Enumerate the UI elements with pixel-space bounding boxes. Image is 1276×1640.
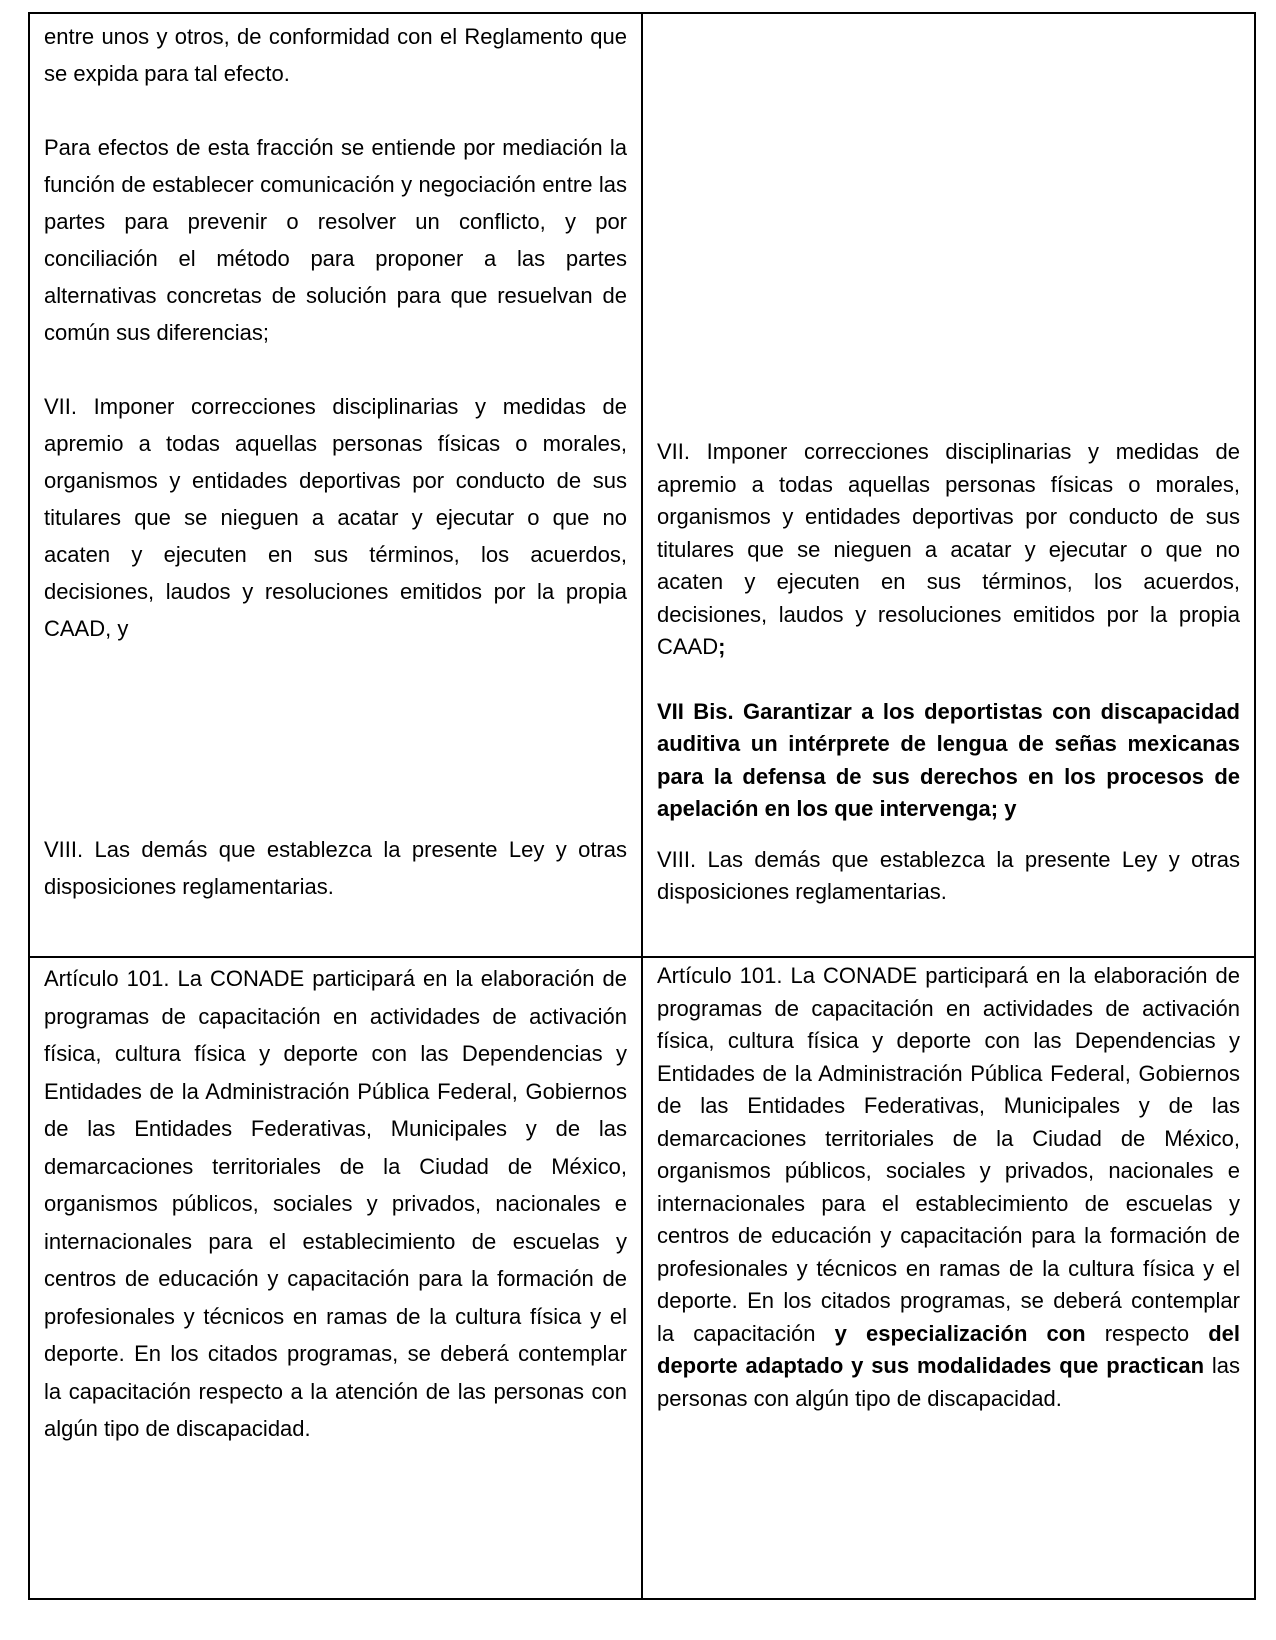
table-row [29,957,1255,1599]
current-text-cell [29,13,642,957]
fraction-viii: VIII. Las demás que establezca la presente Ley y otras disposiciones reglamentarias. [44,837,627,899]
article-101-bold-addition: del deporte adaptado y sus modalidades que practican [657,1320,1240,1378]
table-row [29,13,1255,957]
fraction-vii-end: ; [718,634,726,659]
fraction-vii-bis-text: VII Bis. Garantizar a los deportistas con discapacidad auditiva un intérprete de lengua de señas mexicanas para la defensa de sus derechos en los procesos de apelación en los que intervenga; y [657,698,1240,821]
fraction-vii-bis [657,696,1240,826]
fraction-vii: VII. Imponer correcciones disciplinarias y medidas de apremio a todas aquellas personas físicas o morales, organismos y entidades deportivas por conducto de sus titulares que se nieguen a acatar y ejecutar o que no acaten y ejecuten en sus términos, los acuerdos, decisiones, laudos y resoluciones emitidos por la propia CAAD, y [44,394,627,641]
fraction-vii-text: VII. Imponer correcciones disciplinarias y medidas de apremio a todas aquellas personas físicas o morales, organismos y entidades deportivas por conducto de sus titulares que se nieguen a acatar y ejecutar o que no acaten y ejecuten en sus términos, los acuerdos, decisiones, laudos y resoluciones emitidos por la propia CAAD [657,439,1240,659]
article-101-part: Artículo 101. La CONADE participará en la elaboración de programas de capacitación en actividades de activación física, cultura física y deporte con las Dependencias y Entidades de la Administración Pública Federal, Gobiernos de las Entidades Federativas, Municipales y de las demarcaciones territoriales de la Ciudad de México, organismos públicos, sociales y privados, nacionales e internacionales para el establecimiento de escuelas y centros de educación y capacitación para la formación de profesionales y técnicos en ramas de la cultura física y el deporte. En los citados programas, se deberá contemplar la capacitación [657,963,1240,1346]
fraction-vii [657,436,1240,664]
article-101 [657,960,1240,1415]
article-101-bold-addition: y especialización con [834,1320,1086,1346]
comparison-table [28,12,1256,1600]
fraction-vi-definition: Para efectos de esta fracción se entiende por mediación la función de establecer comunicación y negociación entre las partes para prevenir o resolver un conflicto, y por conciliación el método para proponer a las partes alternativas concretas de solución para que resuelvan de común sus diferencias; [44,135,627,345]
fraction-viii: VIII. Las demás que establezca la presente Ley y otras disposiciones reglamentarias. [657,846,1240,904]
proposed-text-cell [642,957,1255,1599]
article-101-part: respecto [1085,1320,1209,1346]
current-text-cell [29,957,642,1599]
article-101-part: las personas con algún tipo de discapacidad. [657,1353,1240,1411]
proposed-text-cell [642,13,1255,957]
article-101: Artículo 101. La CONADE participará en la elaboración de programas de capacitación en actividades de activación física, cultura física y deporte con las Dependencias y Entidades de la Administración Pública Federal, Gobiernos de las Entidades Federativas, Municipales y de las demarcaciones territoriales de la Ciudad de México, organismos públicos, sociales y privados, nacionales e internacionales para el establecimiento de escuelas y centros de educación y capacitación para la formación de profesionales y técnicos en ramas de la cultura física y el deporte. En los citados programas, se deberá contemplar la capacitación respecto a la atención de las personas con algún tipo de discapacidad. [44,966,627,1441]
fraction-vi-continuation: entre unos y otros, de conformidad con el Reglamento que se expida para tal efecto. [44,24,627,86]
